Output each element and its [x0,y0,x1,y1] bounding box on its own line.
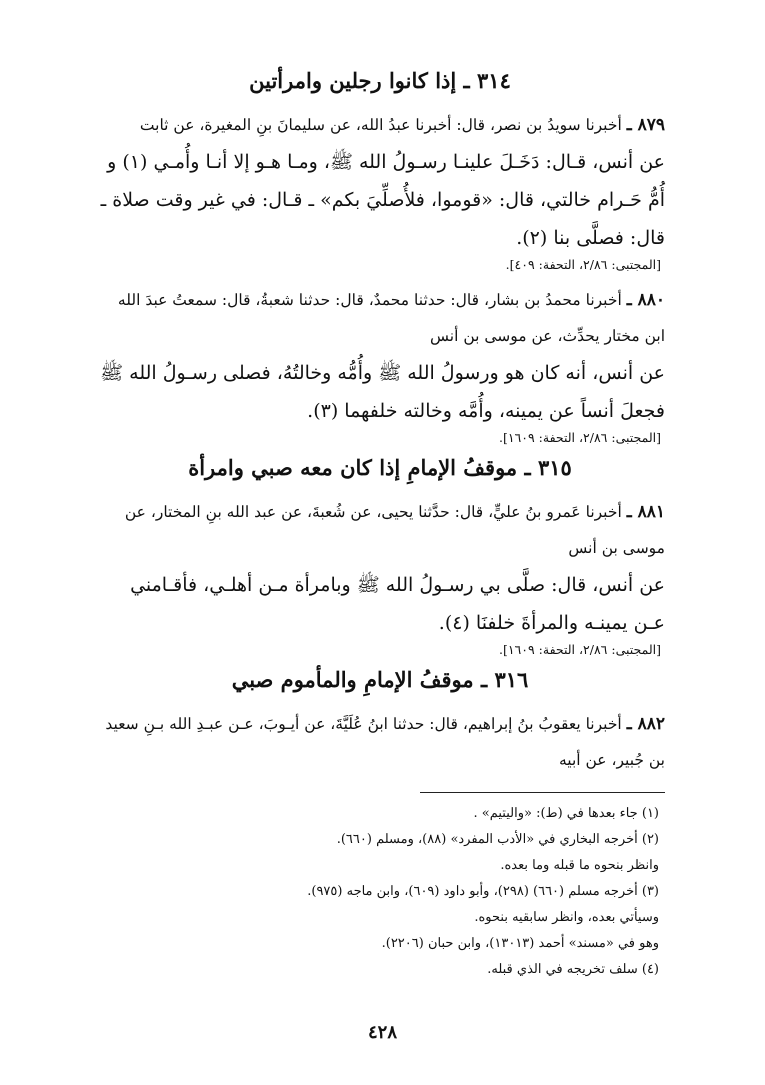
hadith-reference: [المجتبى: ٢/٨٦، التحفة: ١٦٠٩]. [498,642,661,657]
footnote-divider [420,792,665,793]
footnote-line: وهو في «مسند» أحمد (١٣٠١٣)، وابن حبان (٢٢٠٦). [381,936,659,951]
hadith-882 [95,706,665,778]
chapter-title: ٣١٦ ـ موقفُ الإمامِ والمأموم صبي [231,667,529,692]
hadith-isnad [95,494,665,566]
footnotes [95,801,665,983]
footnote-line: وسيأتي بعده، وانظر سابقيه بنحوه. [474,910,659,925]
hadith-reference: [المجتبى: ٢/٨٦، التحفة: ٤٠٩]. [505,257,661,272]
hadith-reference: [المجتبى: ٢/٨٦، التحفة: ١٦٠٩]. [498,430,661,445]
hadith-number: ٨٧٩ ـ [626,115,665,135]
hadith-isnad [95,107,665,143]
footnote-line: وانظر بنحوه ما قبله وما بعده. [500,858,659,873]
isnad-text: أخبرنا سويدُ بن نصر، قال: أخبرنا عبدُ الله، عن سليمانَ بنِ المغيرة، عن ثابت [139,116,622,134]
footnote-line: (٤) سلف تخريجه في الذي قبله. [487,962,659,977]
hadith-isnad [95,706,665,778]
hadith-isnad [95,282,665,354]
footnote-line: (٢) أخرجه البخاري في «الأدب المفرد» (٨٨)، ومسلم (٦٦٠). [336,832,659,847]
hadith-880 [95,282,665,445]
page-number: ٤٢٨ [367,1022,397,1043]
footnote-line: (١) جاء بعدها في (ط): «واليتيم» . [473,806,659,821]
footnote-line: (٣) أخرجه مسلم (٦٦٠) (٢٩٨)، وأبو داود (٦٠٩)، وابن ماجه (٩٧٥). [307,884,659,899]
isnad-text: أخبرنا محمدُ بن بشار، قال: حدثنا محمدٌ، قال: حدثنا شعبةُ، قال: سمعتُ عبدَ الله ابن مختار يحدِّث، عن موسى بن أنس [117,291,665,345]
hadith-879 [95,107,665,272]
hadith-number: ٨٨٠ ـ [626,290,665,310]
hadith-number: ٨٨٢ ـ [626,714,665,734]
hadith-matn: عن أنس، أنه كان هو ورسولُ الله ﷺ وأُمُّه وخالتُهُ، فصلى رسـولُ الله ﷺ فجعلَ أنساً عن يمينه، وأُمَّه وخالته خلفهما (٣). [100,362,665,422]
isnad-text: أخبرنا عَمرو بنُ عليٍّ، قال: حدَّثنا يحيى، عن شُعبةَ، عن عبد الله بنِ المختار، عن موسى بن أنس [124,503,665,557]
hadith-number: ٨٨١ ـ [626,502,665,522]
hadith-matn: عن أنس، قـال: دَخَـلَ علينـا رسـولُ الله ﷺ، ومـا هـو إلا أنـا وأُمـي (١) و أُمُّ حَـرام خالتي، قال: «قوموا، فلأُصلِّيَ بكم» ـ قـال: في غير وقت صلاة ـ قال: فصلَّى بنا (٢). [100,151,665,249]
chapter-title: ٣١٤ ـ إذا كانوا رجلين وامرأتين [249,68,511,93]
chapter-title: ٣١٥ ـ موقفُ الإمامِ إذا كان معه صبي وامرأة [188,455,572,480]
isnad-text: أخبرنا يعقوبُ بنُ إبراهيم، قال: حدثنا ابنُ عُلَيَّةَ، عن أيـوبَ، عـن عبـدِ الله بـنِ سعيد بن جُبير، عن أبيه [105,715,665,769]
hadith-matn: عن أنس، قال: صلَّى بي رسـولُ الله ﷺ وبامرأة مـن أهلـي، فأقـامني عـن يمينـه والمرأةَ خلفنَا (٤). [130,574,665,634]
hadith-881 [95,494,665,657]
